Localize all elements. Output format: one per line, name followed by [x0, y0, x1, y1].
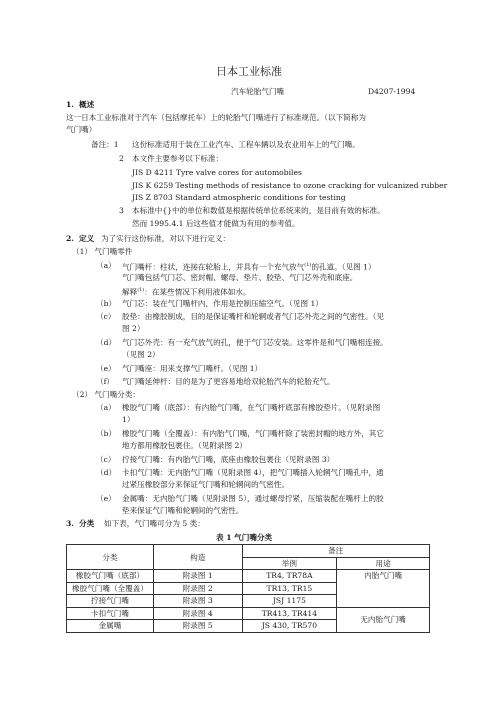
header-use: 用途 — [337, 557, 430, 570]
item-c-text: 胶垫：由橡胶制成，目的是保证嘴杆和轮辋或者气门芯外壳之间的气密性。（见 — [122, 312, 384, 321]
standard-subtitle: 汽车轮胎气门嘴 — [231, 87, 285, 96]
document-title: 日本工业标准 — [216, 65, 282, 78]
subsection-1-heading: （1） 气门嘴零件 — [72, 247, 133, 256]
section-3-intro: 如下表，气门嘴可分为 5 类： — [104, 519, 205, 528]
note-3-number: 3 — [119, 206, 124, 215]
item-a-label: （a） — [96, 261, 116, 270]
table-row — [67, 570, 430, 583]
item-f-text: 气门嘴延伸杆：目的是为了更容易地给双轮胎汽车的轮胎充气。 — [122, 377, 335, 386]
cell-example: JSJ 1175 — [242, 595, 337, 608]
section-3-number: 3. — [66, 519, 74, 528]
item-a-text-2: 气门嘴包括气门芯、密封帽、螺母、垫片、胶垫、气门芯外壳和底座。 — [122, 273, 358, 282]
cell-use-inner-tube: 内胎气门嘴 — [337, 570, 430, 608]
cell-structure: 附录图 2 — [153, 582, 242, 595]
type-a-label: （a） — [96, 403, 116, 412]
cell-class: 卡扣气门嘴 — [67, 607, 154, 620]
section-1-number: 1. — [66, 100, 74, 109]
reference-2: JIS K 6259 Testing methods of resistance to ozone cracking for vulcanized rubber — [132, 181, 448, 190]
table-row — [67, 607, 430, 620]
section-2-intro: 为了实行这份标准，对以下进行定义： — [101, 234, 231, 243]
item-e-label: （e） — [96, 364, 116, 373]
cell-class: 金属嘴 — [67, 620, 154, 633]
table-caption: 表 1 气门嘴分类 — [216, 533, 273, 542]
reference-3: JIS Z 8703 Standard atmospheric conditions for testing — [132, 193, 346, 202]
item-c-label: （c） — [96, 312, 116, 321]
section-2-heading: 定义 — [79, 234, 95, 243]
type-b-label: （b） — [96, 429, 117, 438]
section-3-heading: 分类 — [79, 519, 95, 528]
header-example: 举例 — [242, 557, 337, 570]
section-2-number: 2. — [66, 234, 74, 243]
cell-class: 拧接气门嘴 — [67, 595, 154, 608]
cell-structure: 附录图 3 — [153, 595, 242, 608]
cell-structure: 附录图 5 — [153, 620, 242, 633]
note-2-number: 2 — [119, 154, 124, 163]
reference-1: JIS D 4211 Tyre valve cores for automobiles — [132, 168, 302, 177]
cell-example: TR413, TR414 — [242, 607, 337, 620]
item-b-label: （b） — [96, 299, 117, 308]
note-3-text-cont: 然而 1995.4.1 后这些值才能做为有用的参考值。 — [132, 219, 300, 228]
type-e-text: 金属嘴：无内胎气门嘴（见附录图 5），通过螺母拧紧，压缩装配在嘴杆上的胶 — [122, 494, 384, 503]
header-class: 分类 — [67, 545, 154, 570]
cell-example: TR4, TR78A — [242, 570, 337, 583]
type-d-text-cont: 过紧压橡胶部分来保证气门嘴和轮辋间的气密性。 — [122, 480, 290, 489]
type-a-text: 橡胶气门嘴（底部）：有内胎气门嘴，在气门嘴杆底部有橡胶垫片。（见附录图 — [122, 403, 381, 412]
type-b-text: 橡胶气门嘴（全覆盖）：有内胎气门嘴，气门嘴杆除了装密封帽的地方外，其它 — [122, 429, 384, 438]
type-e-label: （e） — [96, 494, 116, 503]
note-label: 备注：1 — [91, 140, 119, 149]
section-1-heading: 概述 — [79, 100, 95, 109]
item-d-text: 气门芯外壳：有一充气放气的孔，便于气门芯安装。这零件是和气门嘴相连接。 — [122, 338, 388, 347]
type-d-text: 卡扣气门嘴：无内胎气门嘴（见附录图 4），把气门嘴插入轮辋气门嘴孔中，通 — [122, 468, 384, 477]
type-d-label: （d） — [96, 468, 117, 477]
note-3-text: 本标准中{}中的单位和数值是根据传统单位系统来的，是目前有效的标准。 — [132, 206, 385, 215]
note-2-text: 本文件主要参考以下标准： — [132, 154, 224, 163]
type-a-text-cont: 1） — [122, 415, 135, 424]
subsection-2-heading: （2） 气门嘴分类： — [72, 390, 140, 399]
cell-use-tubeless: 无内胎气门嘴 — [337, 607, 430, 632]
type-b-text-cont: 地方都用橡胶包裹住。（见附录图 2） — [122, 441, 247, 450]
section-1-text: 这一日本工业标准对于汽车（包括摩托车）上的轮胎气门嘴进行了标准规范。（以下简称为 — [66, 113, 366, 122]
item-a-text: 气门嘴杆：柱状，连接在轮胎上，并具有一个充气放气$^{(1)}$的孔道。（见图 1） — [122, 262, 376, 272]
standard-code: D4207-1994 — [368, 87, 416, 96]
item-d-text-cont: （见图 2） — [122, 350, 160, 359]
item-d-label: （d） — [96, 338, 117, 347]
cell-example: JS 430, TR570 — [242, 620, 337, 633]
item-c-text-cont: 图 2） — [122, 324, 145, 333]
type-c-text: 拧接气门嘴：有内胎气门嘴，底座由橡胶包裹住（见附录图 3） — [122, 455, 335, 464]
classification-table — [66, 544, 430, 633]
note-1-text: 这份标准适用于装在工业汽车、工程车辆以及农业用车上的气门嘴。 — [132, 140, 360, 149]
cell-example: TR13, TR15 — [242, 582, 337, 595]
type-c-label: （c） — [96, 455, 116, 464]
cell-structure: 附录图 1 — [153, 570, 242, 583]
header-remarks: 备注 — [242, 545, 429, 558]
header-structure: 构造 — [153, 545, 242, 570]
item-e-text: 气门嘴座：用来支撑气门嘴杆。（见图 1） — [122, 364, 263, 373]
item-b-text: 气门芯：装在气门嘴杆内，作用是控制压缩空气。（见图 1） — [122, 299, 323, 308]
cell-class: 橡胶气门嘴（底部） — [67, 570, 154, 583]
type-e-text-cont: 垫来保证气门嘴和轮辋间的气密性。 — [122, 506, 244, 515]
cell-class: 橡胶气门嘴（全覆盖） — [67, 582, 154, 595]
table-header-row — [67, 545, 430, 558]
item-a-explanation: 解释$^{(1)}$：在某些情况下利用液体如水。 — [122, 287, 251, 297]
item-f-label: （f） — [96, 377, 114, 386]
section-1-text-cont: 气门嘴） — [66, 125, 97, 134]
cell-structure: 附录图 4 — [153, 607, 242, 620]
